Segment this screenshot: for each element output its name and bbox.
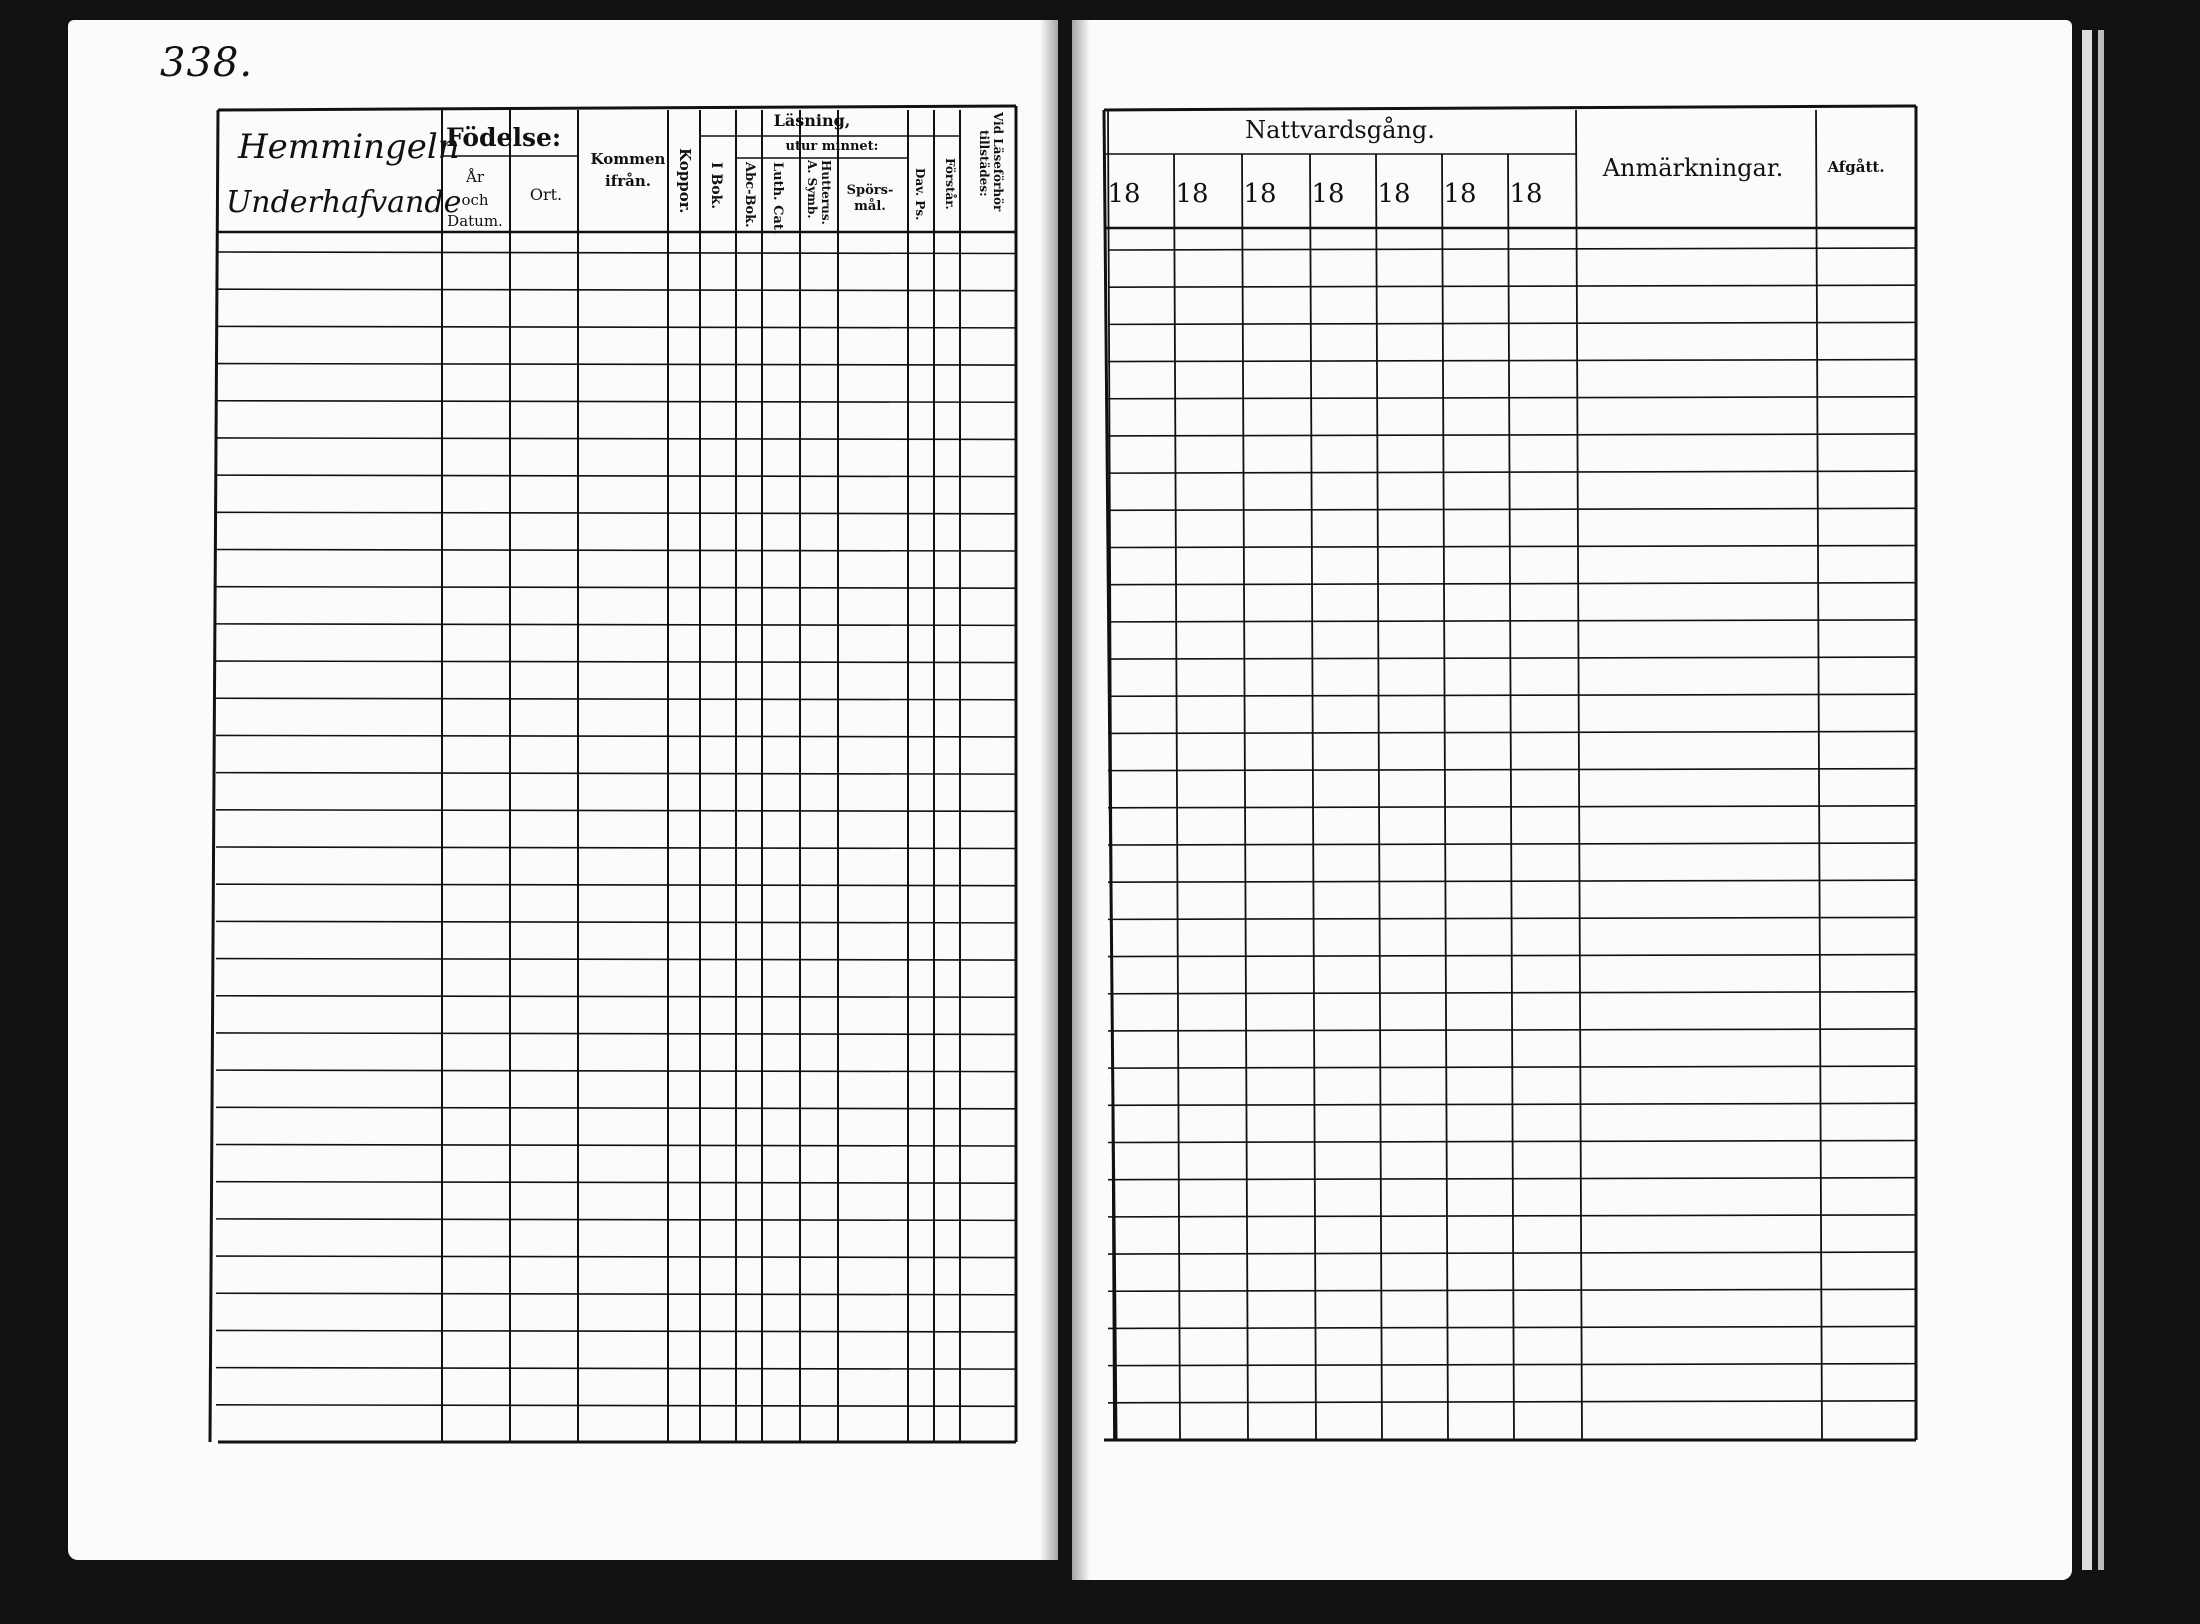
right-form-grid xyxy=(1104,106,1916,1440)
utur-minnet-heading: utur minnet: xyxy=(785,139,879,154)
row-rule xyxy=(216,1107,1016,1109)
left-form-grid xyxy=(210,106,1016,1442)
year-column-3: 18 xyxy=(1243,179,1277,209)
koppor-label: Koppor. xyxy=(676,148,694,214)
vid-laseforhor-label-2: tillstädes: xyxy=(977,130,991,197)
row-rule xyxy=(1108,917,1916,919)
column-rule xyxy=(1174,154,1180,1440)
row-rule xyxy=(1108,1215,1916,1217)
ort-label: Ort. xyxy=(529,185,563,204)
row-rule xyxy=(216,512,1016,514)
column-rule xyxy=(1310,154,1316,1440)
year-column-6: 18 xyxy=(1443,179,1477,209)
row-rule xyxy=(216,1330,1016,1332)
row-rule xyxy=(216,773,1016,775)
column-rule xyxy=(1576,110,1582,1440)
fodelse-heading: Födelse: xyxy=(446,123,562,152)
handwritten-header-1: Hemmingeln xyxy=(238,127,460,167)
row-rule xyxy=(216,847,1016,849)
row-rule xyxy=(1108,731,1916,733)
row-rule xyxy=(216,1033,1016,1035)
row-rule xyxy=(216,1405,1016,1407)
row-rule xyxy=(216,1293,1016,1295)
row-rule xyxy=(1108,806,1916,808)
a-symb-label-1: A. Symb. xyxy=(805,160,819,219)
row-rule xyxy=(1108,322,1916,324)
row-rule xyxy=(1108,285,1916,287)
row-rule xyxy=(216,698,1016,700)
row-rule xyxy=(1108,1326,1916,1328)
row-rule xyxy=(1108,546,1916,548)
table-border-left xyxy=(210,110,218,1442)
row-rule xyxy=(216,401,1016,403)
ar-och-datum-label-3: Datum. xyxy=(447,212,503,230)
row-rule xyxy=(1108,1289,1916,1291)
abc-bok-label: Abc-Bok. xyxy=(742,162,757,228)
page-number: 338. xyxy=(160,40,254,86)
row-rule xyxy=(216,921,1016,923)
row-rule xyxy=(1108,1141,1916,1143)
row-rule xyxy=(1108,397,1916,399)
row-rule xyxy=(216,1145,1016,1147)
row-rule xyxy=(216,1219,1016,1221)
kommen-label-2: ifrån. xyxy=(605,172,651,190)
row-rule xyxy=(1108,1252,1916,1254)
row-rule xyxy=(216,475,1016,477)
row-rule xyxy=(216,252,1016,254)
row-rule xyxy=(1108,1401,1916,1403)
row-rule xyxy=(216,326,1016,328)
row-rule xyxy=(1108,1066,1916,1068)
year-column-5: 18 xyxy=(1377,179,1411,209)
vid-laseforhor-label-1: Vid Läseförhör xyxy=(991,112,1005,212)
row-rule xyxy=(216,1368,1016,1370)
year-column-7: 18 xyxy=(1509,179,1543,209)
forstar-label: Förstår. xyxy=(943,158,957,210)
anmarkningar-heading: Anmärkningar. xyxy=(1602,154,1784,182)
row-rule xyxy=(216,1182,1016,1184)
nattvardsgang-heading: Nattvardsgång. xyxy=(1245,116,1435,144)
row-rule xyxy=(1108,955,1916,957)
row-rule xyxy=(1108,1029,1916,1031)
row-rule xyxy=(216,587,1016,589)
row-rule xyxy=(1108,508,1916,510)
row-rule xyxy=(216,289,1016,291)
i-bok-label: I Bok. xyxy=(708,162,724,210)
year-column-1: 18 xyxy=(1107,179,1141,209)
row-rule xyxy=(216,1070,1016,1072)
table-border-top xyxy=(218,106,1016,110)
row-rule xyxy=(216,550,1016,552)
row-rule xyxy=(1108,880,1916,882)
ar-och-datum-label-1: År xyxy=(465,168,485,186)
column-rule xyxy=(1242,154,1248,1440)
row-rule xyxy=(216,884,1016,886)
afgatt-heading: Afgått. xyxy=(1827,158,1885,176)
row-rule xyxy=(1108,769,1916,771)
year-column-4: 18 xyxy=(1311,179,1345,209)
row-rule xyxy=(216,735,1016,737)
row-rule xyxy=(1108,1364,1916,1366)
row-rule xyxy=(1108,248,1916,250)
year-column-2: 18 xyxy=(1175,179,1209,209)
row-rule xyxy=(1108,471,1916,473)
row-rule xyxy=(216,810,1016,812)
sporsmal-label-1: Spörs- xyxy=(846,183,894,198)
handwritten-header-2: Underhafvande xyxy=(226,185,462,220)
row-rule xyxy=(216,364,1016,366)
column-rule xyxy=(1442,154,1448,1440)
row-rule xyxy=(216,661,1016,663)
row-rule xyxy=(216,1256,1016,1258)
row-rule xyxy=(1108,694,1916,696)
row-rule xyxy=(1108,1103,1916,1105)
row-rule xyxy=(216,624,1016,626)
row-rule xyxy=(1108,360,1916,362)
row-rule xyxy=(1108,843,1916,845)
row-rule xyxy=(216,996,1016,998)
row-rule xyxy=(1108,1178,1916,1180)
column-rule xyxy=(1816,110,1822,1440)
lasning-heading: Läsning, xyxy=(773,111,851,130)
ar-och-datum-label-2: och xyxy=(461,191,489,209)
row-rule xyxy=(1108,992,1916,994)
a-symb-label-2: Hutterus. xyxy=(819,160,833,225)
row-rule xyxy=(216,438,1016,440)
table-border-top xyxy=(1104,106,1916,110)
kommen-label-1: Kommen xyxy=(590,150,666,168)
row-rule xyxy=(1108,620,1916,622)
row-rule xyxy=(1108,583,1916,585)
row-rule xyxy=(1108,657,1916,659)
sporsmal-label-2: mål. xyxy=(854,199,886,214)
row-rule xyxy=(216,959,1016,961)
luth-cat-label: Luth. Cat. xyxy=(770,162,785,235)
table-border-left xyxy=(1104,110,1116,1440)
davids-ps-label: Dav. Ps. xyxy=(913,168,927,221)
column-rule xyxy=(1508,154,1514,1440)
row-rule xyxy=(1108,434,1916,436)
column-rule xyxy=(1376,154,1382,1440)
